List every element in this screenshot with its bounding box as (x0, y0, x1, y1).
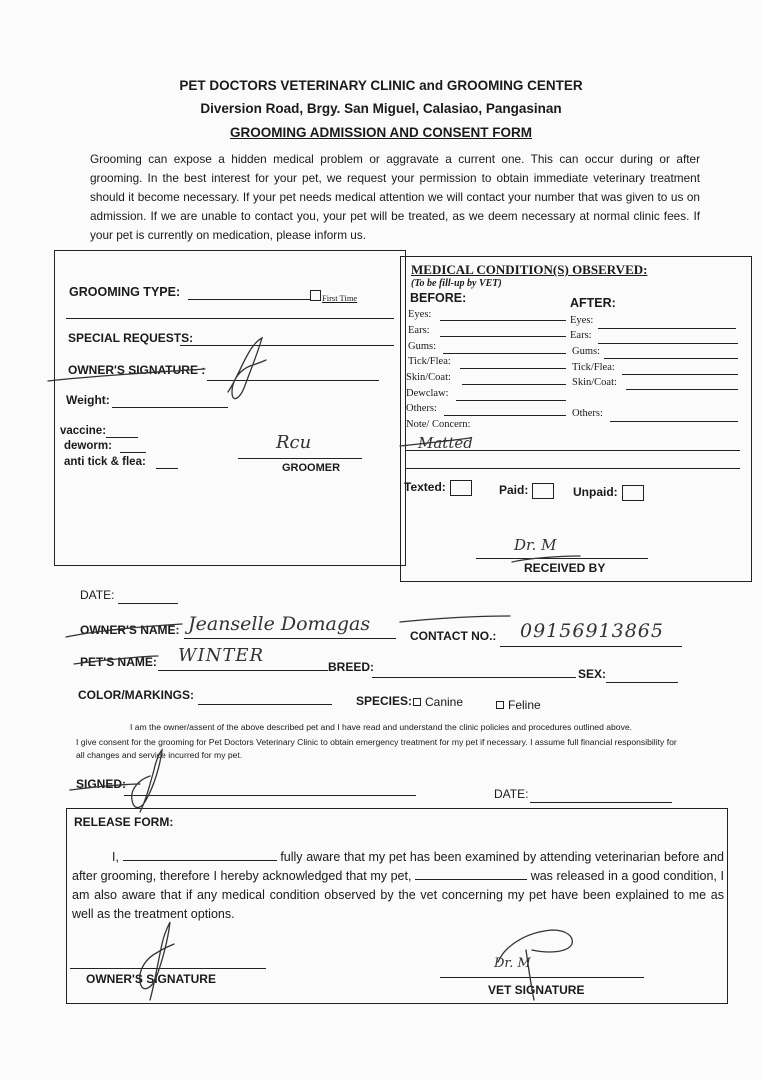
sex-label: SEX: (578, 667, 607, 681)
pet-name-value: WINTER (178, 645, 265, 666)
texted-label: Texted: (404, 480, 446, 495)
release-title: RELEASE FORM: (74, 815, 174, 829)
after-eyes-label: Eyes: (570, 315, 594, 326)
before-others-label: Others: (406, 403, 437, 414)
vaccine-label: vaccine: (60, 425, 107, 437)
before-gums-label: Gums: (408, 341, 437, 352)
consent-line-1: I am the owner/assent of the above described pet and I have read and understand the clinic policies and procedures outlined above. (129, 722, 633, 732)
owner-signature-scribble-1 (228, 338, 266, 399)
groomer-label: GROOMER (282, 462, 341, 474)
before-tick-label: Tick/Flea: (408, 356, 451, 367)
release-text-1: I, (112, 850, 119, 864)
groomer-scribble (400, 438, 470, 446)
special-requests-label: SPECIAL REQUESTS: (68, 331, 194, 345)
owner-strike-2 (66, 624, 182, 637)
medical-title: MEDICAL CONDITION(S) OBSERVED: (411, 262, 648, 277)
feline-label: Feline (508, 698, 541, 712)
after-ears-label: Ears: (570, 330, 592, 341)
owner-strike-1 (48, 369, 205, 381)
deworm-label: deworm: (64, 440, 112, 452)
unpaid-label: Unpaid: (573, 485, 618, 500)
before-ears-label: Ears: (408, 325, 430, 336)
owner-signature-label: OWNER'S SIGNATURE : (68, 363, 206, 377)
release-owner-signature-label: OWNER'S SIGNATURE (86, 972, 216, 986)
medical-subtitle: (To be fill-up by VET) (411, 278, 502, 289)
clinic-address: Diversion Road, Brgy. San Miguel, Calasiao, Pangasinan (200, 101, 562, 116)
after-skin-label: Skin/Coat: (572, 377, 617, 388)
received-handwritten: Dr. M (514, 536, 557, 554)
note-concern-label: Note/ Concern: (406, 419, 471, 430)
color-markings-label: COLOR/MARKINGS: (78, 688, 194, 702)
before-heading: BEFORE: (410, 291, 467, 305)
after-gums-label: Gums: (572, 346, 601, 357)
form-title: GROOMING ADMISSION AND CONSENT FORM (230, 125, 532, 140)
vet-handwritten: Dr. M (494, 956, 531, 971)
groomer-handwritten: Rcu (276, 432, 312, 453)
paid-label: Paid: (499, 483, 529, 498)
anti-tick-label: anti tick & flea: (64, 456, 146, 468)
contact-strike (400, 616, 510, 622)
clinic-name: PET DOCTORS VETERINARY CLINIC and GROOMING CENTER (179, 78, 583, 93)
after-others-label: Others: (572, 408, 603, 419)
consent-line-2: I give consent for the grooming for Pet Doctors Veterinary Clinic to obtain emergency treatment for my pet if necessary. I assume full financial responsibility for all changes and service incurred for my pet. (76, 737, 677, 760)
intro-paragraph: Grooming can expose a hidden medical problem or aggravate a current one. This can occur during or after grooming. In the best interest for your pet, we request your permission to obtain immediate veterinary treatment should it become necessary. If your pet needs medical attention we will contact your number that was given to us on admission. If we are unable to contact you, your pet will be treated, as we deem necessary at normal clinic fees. If your pet is currently on medication, please inform us. (90, 152, 700, 242)
vet-signature-label: VET SIGNATURE (488, 983, 585, 997)
before-skin-label: Skin/Coat: (406, 372, 451, 383)
release-text-2: fully aware that my pet has been examined by attending veterinarian before and after grooming, therefore I hereby acknowledged that my pet, (72, 850, 724, 883)
note-handwritten: Matted (418, 434, 473, 452)
received-scribble (512, 556, 580, 562)
received-by-label: RECEIVED BY (524, 561, 606, 575)
release-owner-scribble (140, 922, 174, 1000)
pet-strike (74, 656, 158, 664)
before-dewclaw-label: Dewclaw: (406, 388, 449, 399)
release-text-3: was released in a good condition, I am also aware that if any medical condition observed by the vet concerning my pet have been explained to me as well as the treatment options. (72, 869, 724, 921)
after-tick-label: Tick/Flea: (572, 362, 615, 373)
species-label: SPECIES: (356, 694, 413, 708)
signed-scribble (70, 750, 162, 812)
date2-label: DATE: (494, 787, 529, 801)
grooming-type-label: GROOMING TYPE: (69, 285, 181, 299)
contact-value: 09156913865 (520, 620, 664, 642)
canine-label: Canine (425, 695, 464, 709)
owner-name-value: Jeanselle Domagas (188, 613, 371, 635)
breed-label: BREED: (328, 660, 375, 674)
date-label: DATE: (80, 588, 115, 602)
weight-label: Weight: (66, 393, 110, 407)
pet-name-label: PET'S NAME: (80, 655, 157, 669)
signed-label: SIGNED: (76, 777, 127, 791)
first-time-label: First Time (322, 293, 358, 303)
after-heading: AFTER: (570, 296, 616, 310)
before-eyes-label: Eyes: (408, 309, 432, 320)
vet-scribble (498, 930, 572, 1000)
owner-name-label: OWNER'S NAME: (80, 623, 180, 637)
contact-label: CONTACT NO.: (410, 629, 497, 643)
